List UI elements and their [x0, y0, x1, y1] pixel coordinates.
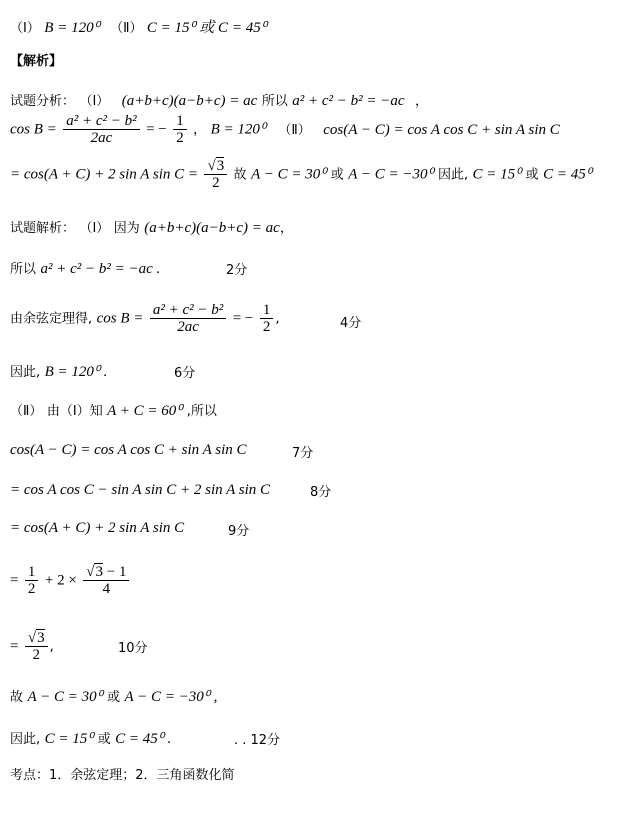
solution-half-num: 1: [25, 564, 39, 581]
solution-line-2: [10, 259, 160, 280]
solution-num: a² + c² − b²: [150, 302, 226, 319]
solution-line-5: [10, 401, 217, 422]
solution-cosB: cos B =: [96, 310, 144, 327]
solution-eq: (a+b+c)(a−b+c) = ac: [144, 220, 280, 236]
analysis-c15: C = 15⁰: [472, 166, 522, 183]
analysis-comma: ，: [415, 94, 429, 109]
solution-line-13: [10, 729, 171, 750]
analysis-p2-eq: cos(A − C) = cos A cos C + sin A sin C: [323, 121, 560, 138]
analysis-yinci: 因此: [437, 167, 464, 183]
solution-half-den: 2: [27, 581, 36, 597]
score-7: 7分: [292, 446, 314, 461]
score-8: 8分: [310, 485, 332, 500]
analysis-line3-lhs: = cos(A + C) + 2 sin A sin C =: [10, 166, 199, 183]
solution-yinci2: 因此,: [10, 732, 41, 747]
solution-B120: B = 120⁰ .: [44, 364, 108, 380]
solution-sqrt3-half: $\frac{√3}{2}$: [25, 630, 48, 663]
analysis-or-2: 或: [525, 167, 539, 183]
solution-yinci: 因此,: [10, 365, 41, 380]
solution-sqrt3m1-fraction: $\frac{√3 - 1}{4}$: [83, 564, 129, 597]
solution-or-2: 或: [97, 732, 111, 747]
solution-line-11: = $\frac{√3}{2}$ ,: [10, 630, 54, 663]
analysis-p1-res: a² + c² − b² = −ac: [292, 93, 405, 109]
solution-line-12: [10, 687, 217, 708]
solution-line-8: = cos A cos C − sin A sin C + 2 sin A sin C: [10, 482, 271, 498]
analysis-c45: C = 45⁰: [543, 166, 592, 183]
solution-two-c: 2: [32, 647, 41, 663]
solution-p2-text2: ,所以: [186, 404, 217, 419]
score-4: 4分: [340, 316, 362, 331]
solution-plus2x: + 2 ×: [44, 572, 77, 589]
solution-l11-pre: =: [10, 638, 19, 655]
solution-den: 2ac: [177, 319, 199, 335]
analysis-cosB-fraction: [63, 113, 139, 146]
solution-line-7: cos(A − C) = cos A cos C + sin A sin C: [10, 442, 247, 458]
analysis-acm30: A − C = −30⁰: [348, 166, 434, 183]
solution-two: 2: [262, 319, 271, 335]
analysis-sqrt3-half: $\frac{√3}{2}$: [204, 158, 227, 191]
solution-res: a² + c² − b² = −ac .: [40, 261, 161, 277]
solution-line-3: 由余弦定理得, cos B = $\frac{\text{a² + c² − b²}}{2ac}$ = − $\frac{1}{2}$ ,: [10, 302, 280, 335]
analysis-line-3: = cos(A + C) + 2 sin A sin C = $\frac{√3}{2}$ 故 A − C = 30⁰ 或 A − C = −30⁰ 因此, C = 15⁰ 或 C = 45⁰: [10, 158, 592, 191]
answer-part1: B = 120⁰: [44, 20, 100, 36]
score-9: 9分: [228, 524, 250, 539]
score-2: 2分: [226, 263, 248, 278]
solution-label: 试题解析：: [10, 221, 76, 236]
analysis-line-2: cos B = $\frac{\text{a² + c² − b²}}{2ac}$ = − $\frac{1}{2}$ ， B = 120⁰ （Ⅱ） cos(A − C) = cos A cos C + sin A sin C: [10, 113, 560, 146]
analysis-two-b: 2: [212, 175, 220, 191]
solution-sqrt3-b: 3: [95, 564, 103, 580]
analysis-text-gu: 故: [233, 167, 247, 183]
solution-eq-neg: = −: [232, 310, 254, 327]
analysis-cosB-den: 2ac: [90, 130, 113, 146]
solution-p2-text1: 由（Ⅰ）知: [46, 404, 103, 419]
analysis-p1-text: 所以: [261, 94, 288, 109]
solution-yuxian: 由余弦定理得,: [10, 311, 93, 327]
analysis-two: 2: [176, 130, 184, 146]
score-6: 6分: [174, 366, 196, 381]
solution-line-9: = cos(A + C) + 2 sin A sin C: [10, 520, 185, 536]
answer-line: [10, 18, 267, 39]
solution-acm30: A − C = −30⁰ ,: [124, 689, 218, 705]
solution-frac-num-tail: − 1: [106, 564, 127, 580]
solution-sqrt3-c: 3: [37, 630, 45, 646]
solution-suoyi: 所以: [10, 262, 37, 277]
analysis-heading: 【解析】: [10, 54, 63, 69]
analysis-B-val: B = 120⁰: [210, 121, 266, 138]
analysis-p1-eq: (a+b+c)(a−b+c) = ac: [121, 93, 258, 109]
analysis-label: 试题分析：: [10, 94, 76, 109]
score-12: . . 12分: [234, 733, 281, 748]
solution-line-10: [10, 564, 131, 597]
solution-half: [25, 564, 39, 597]
analysis-ac30: A − C = 30⁰: [251, 166, 327, 183]
analysis-cosB-lhs: cos B =: [10, 121, 57, 138]
analysis-eq-neg: = −: [146, 121, 167, 138]
answer-part2: C = 15⁰ 或 C = 45⁰: [146, 20, 267, 36]
analysis-or-1: 或: [330, 167, 344, 183]
solution-p1-label: （Ⅰ）: [79, 221, 110, 236]
solution-ac30: A − C = 30⁰: [27, 689, 103, 705]
solution-line-4: [10, 362, 107, 383]
solution-frac-den: 4: [102, 581, 111, 597]
answer-part2-label: （Ⅱ）: [110, 21, 143, 36]
analysis-cosB-num: a² + c² − b²: [63, 113, 139, 130]
solution-c15: C = 15⁰: [44, 731, 94, 747]
solution-l10-pre: =: [10, 572, 19, 589]
score-10: 10分: [118, 641, 148, 656]
solution-or-1: 或: [107, 690, 121, 705]
solution-p2-label: （Ⅱ）: [10, 404, 43, 419]
analysis-line-1: [10, 91, 428, 112]
solution-ac60: A + C = 60⁰: [107, 403, 183, 419]
analysis-p2-label: （Ⅱ）: [278, 122, 311, 138]
answer-part1-label: （Ⅰ）: [10, 21, 40, 36]
analysis-p1-label: （Ⅰ）: [79, 94, 110, 109]
solution-yinwei: 因为: [113, 221, 140, 236]
solution-c45: C = 45⁰ .: [115, 731, 172, 747]
analysis-sqrt3: 3: [216, 158, 225, 174]
kaodian: 考点：1．余弦定理；2．三角函数化简: [10, 768, 235, 783]
analysis-one: 1: [173, 113, 187, 130]
analysis-half-fraction: [173, 113, 187, 146]
solution-cosB-fraction: [150, 302, 226, 335]
solution-one: 1: [260, 302, 274, 319]
solution-half-fraction: [260, 302, 274, 335]
solution-line-1: 试题解析： （Ⅰ） 因为 (a+b+c)(a−b+c) = ac，: [10, 220, 293, 236]
solution-gu: 故: [10, 690, 24, 705]
